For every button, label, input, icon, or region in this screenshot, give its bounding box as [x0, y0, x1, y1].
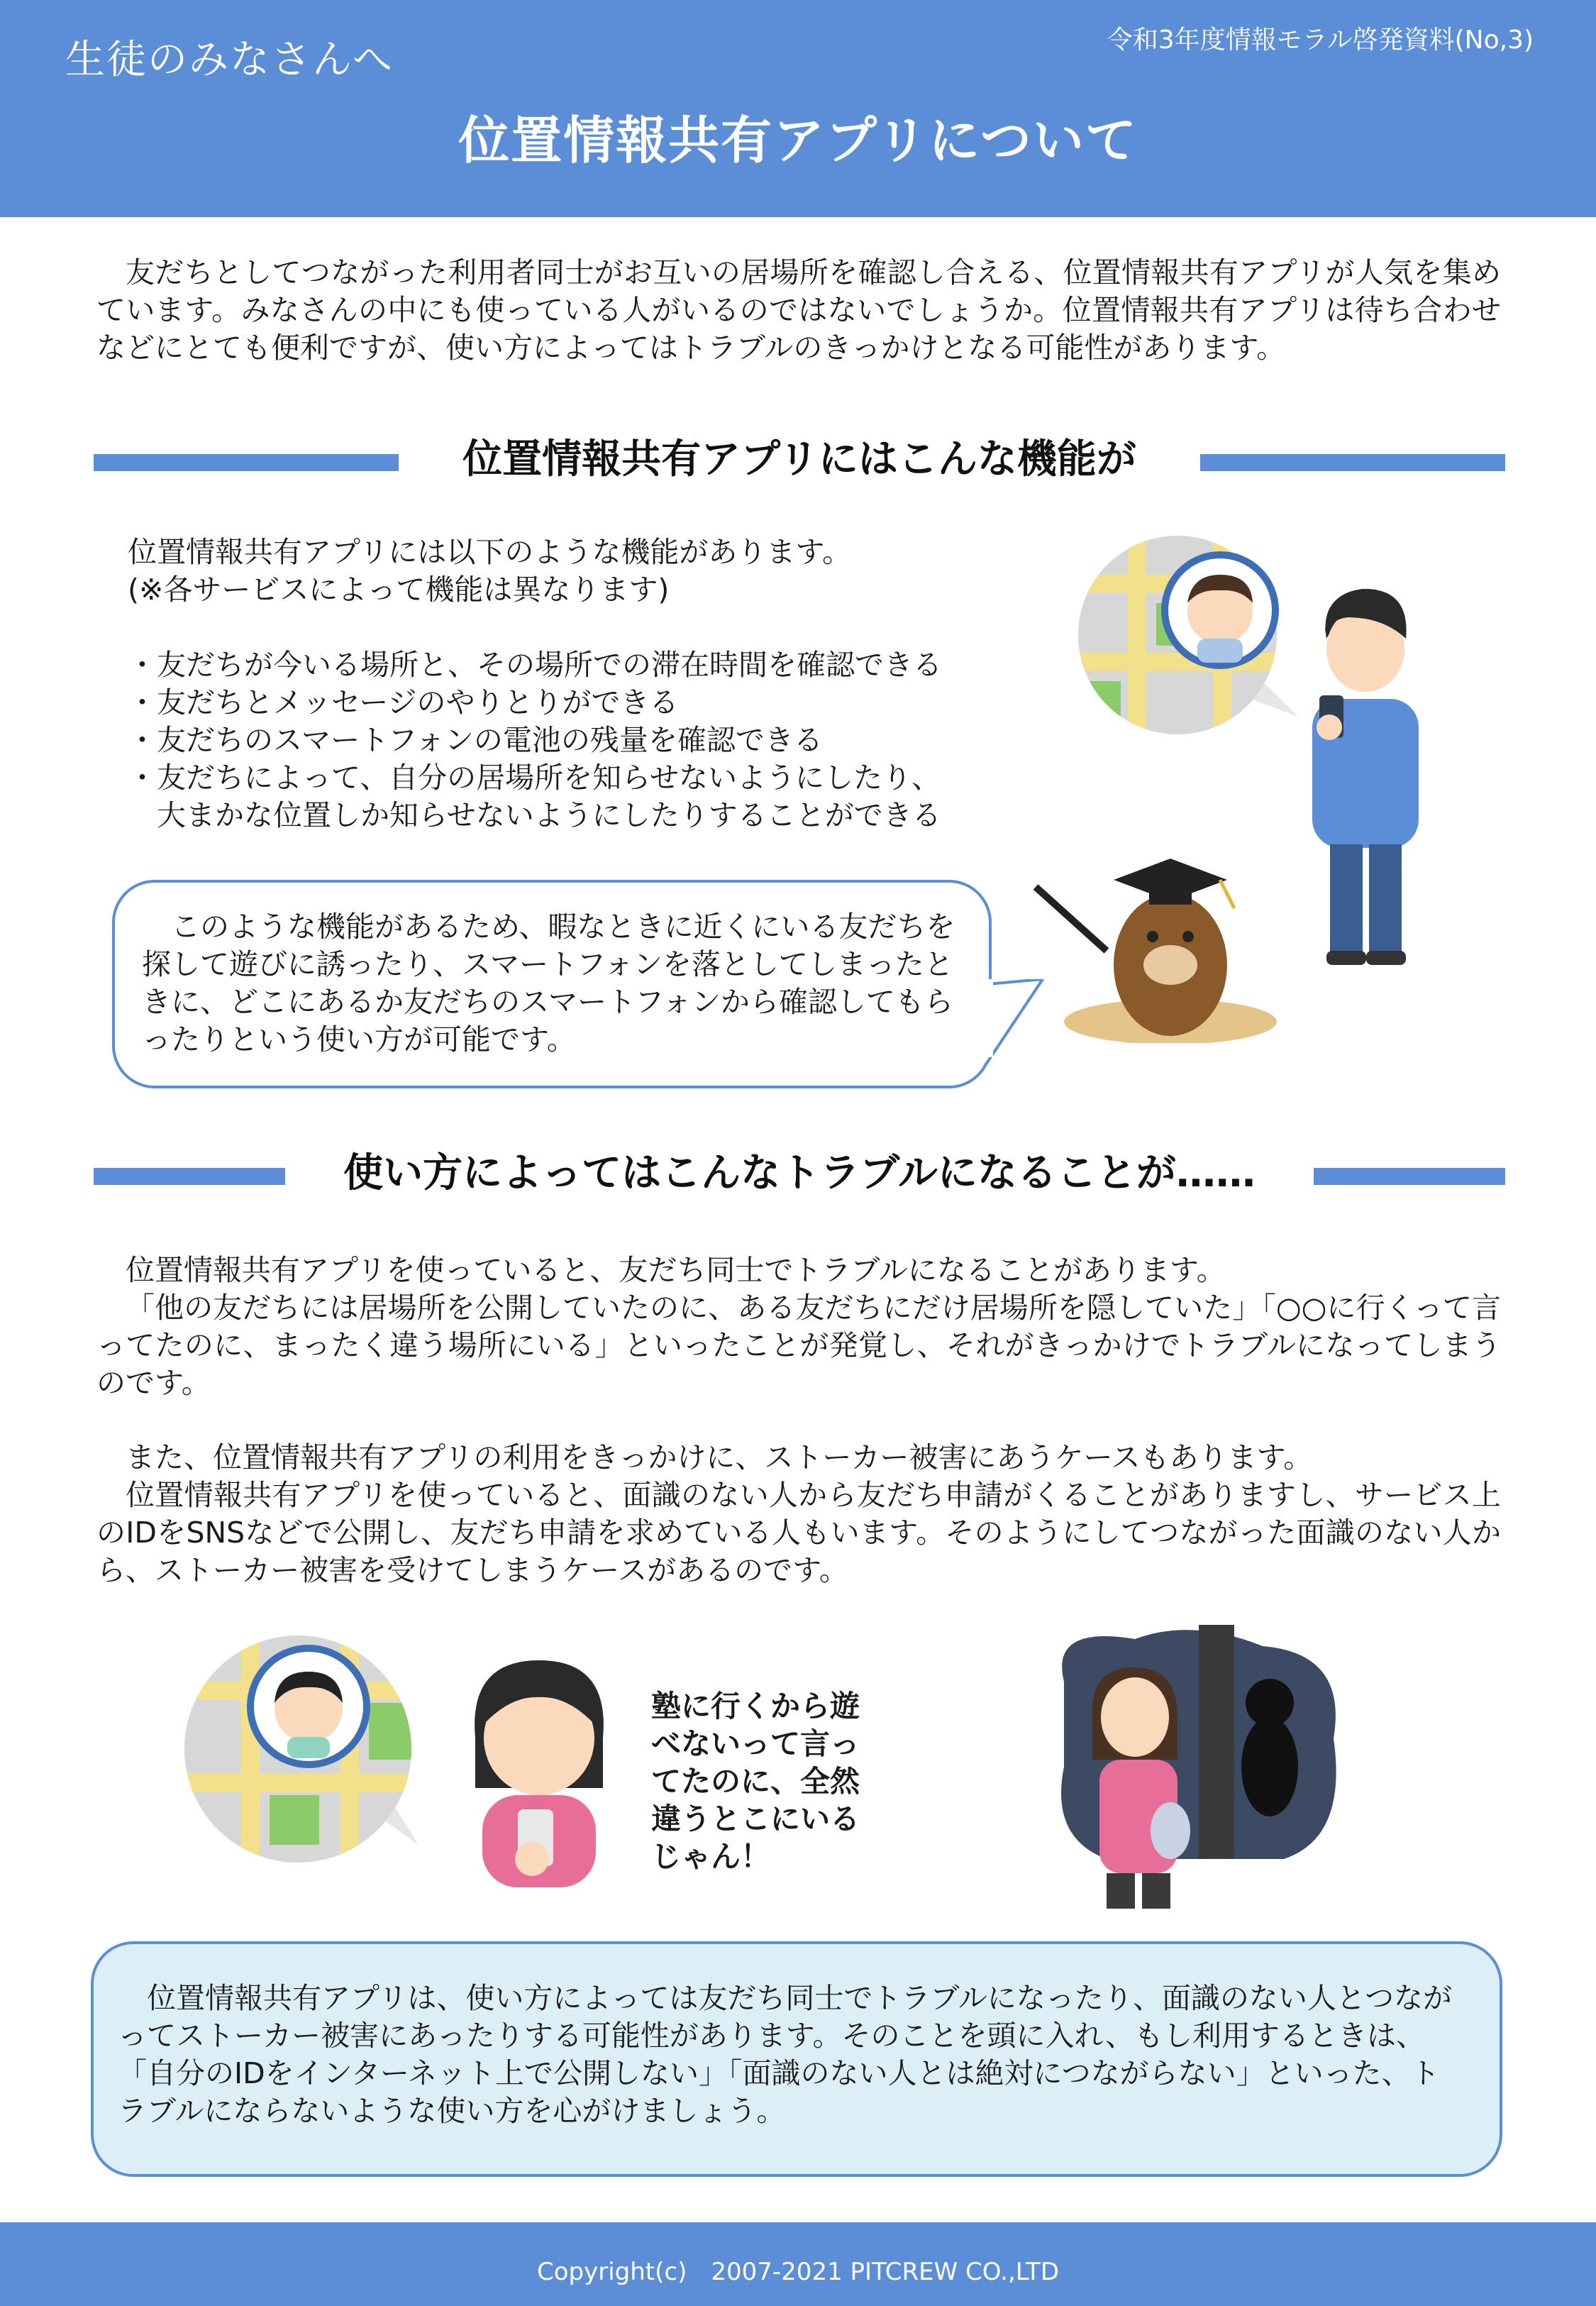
conclusion-text: 位置情報共有アプリは、使い方によっては友だち同士でトラブルになったり、面識のない人とつながってストーカー被害にあったりする可能性があります。そのことを頭に入れ、もし利用するときは、「自分のIDをインターネット上で公開しない」「面識のない人とは絶対につながらない」といった、トラブルにならないような使い方を心がけましょう。 — [118, 1981, 1453, 2128]
section1-heading-text: 位置情報共有アプリにはこんな機能が — [462, 436, 1136, 482]
trouble-paragraph-2: 「他の友だちには居場所を公開していたのに、ある友だちにだけ居場所を隠していた」「○○に行くって言ってたのに、まったく違う場所にいる」といったことが発覚し、それがきっかけでトラブルになってしまうのです。 — [96, 1291, 1501, 1400]
section2-heading — [94, 1145, 1505, 1202]
stalker-paragraph-2: 位置情報共有アプリを使っていると、面識のない人から友だち申請がくることがありますし、サービス上のIDをSNSなどで公開し、友だち申請を求めている人もいます。そのようにしてつながった面識のない人から、ストーカー被害を受けてしまうケースがあるのです。 — [96, 1478, 1501, 1587]
intro-paragraph: 友だちとしてつながった利用者同士がお互いの居場所を確認し合える、位置情報共有アプリが人気を集めています。みなさんの中にも使っている人がいるのではないでしょうか。位置情報共有アプリは待ち合わせなどにとても便利ですが、使い方によってはトラブルのきっかけとなる可能性があります。 — [96, 255, 1501, 365]
feature-lead: 位置情報共有アプリには以下のような機能があります。 — [128, 535, 852, 569]
angry-girl-illustration — [454, 1646, 624, 1887]
list-item: 大まかな位置しか知らせないようにしたりすることができる — [128, 798, 941, 832]
bubble-text: このような機能があるため、暇なときに近くにいる友だちを探して遊びに誘ったり、スマートフォンを落としてしまったときに、どこにあるか友だちのスマートフォンから確認してもらったりという使い方が可能です。 — [142, 910, 955, 1057]
list-item: ・友だちによって、自分の居場所を知らせないようにしたり、 — [128, 761, 941, 795]
header-series-label: 令和3年度情報モラル啓発資料(No,3) — [1107, 26, 1534, 55]
list-item: ・友だちのスマートフォンの電池の残量を確認できる — [128, 723, 823, 757]
stalker-paragraph-1: また、位置情報共有アプリの利用をきっかけに、ストーカー被害にあうケースもあります。 — [126, 1440, 1313, 1474]
feature-list — [128, 534, 1050, 834]
header-greeting: 生徒のみなさんへ — [65, 37, 394, 83]
man-with-phone-illustration — [1298, 568, 1440, 965]
map-bubble-illustration — [184, 1632, 426, 1866]
list-item: ・友だちとメッセージのやりとりができる — [128, 685, 679, 719]
list-item: ・友だちが今いる場所と、その場所での滞在時間を確認できる — [128, 648, 942, 682]
feature-note: (※各サービスによって機能は異なります) — [128, 573, 670, 607]
section2-heading-text: 使い方によってはこんなトラブルになることが…… — [343, 1150, 1256, 1196]
copyright-text: Copyright(c) 2007-2021 PITCREW CO.,LTD — [536, 2258, 1059, 2286]
stalker-scene-illustration — [1050, 1625, 1348, 1916]
mole-teacher-illustration — [1029, 844, 1284, 1043]
feature-bullets — [128, 646, 1050, 834]
trouble-paragraph-1: 位置情報共有アプリを使っていると、友だち同士でトラブルになることがあります。 — [126, 1253, 1226, 1287]
section1-heading — [94, 431, 1505, 488]
map-bubble-illustration — [1078, 532, 1305, 745]
page-title: 位置情報共有アプリについて — [458, 111, 1138, 170]
girl-speech-text: 塾に行くから遊べないって言ってたのに、全然違うとこにいるじゃん！ — [651, 1689, 860, 1874]
